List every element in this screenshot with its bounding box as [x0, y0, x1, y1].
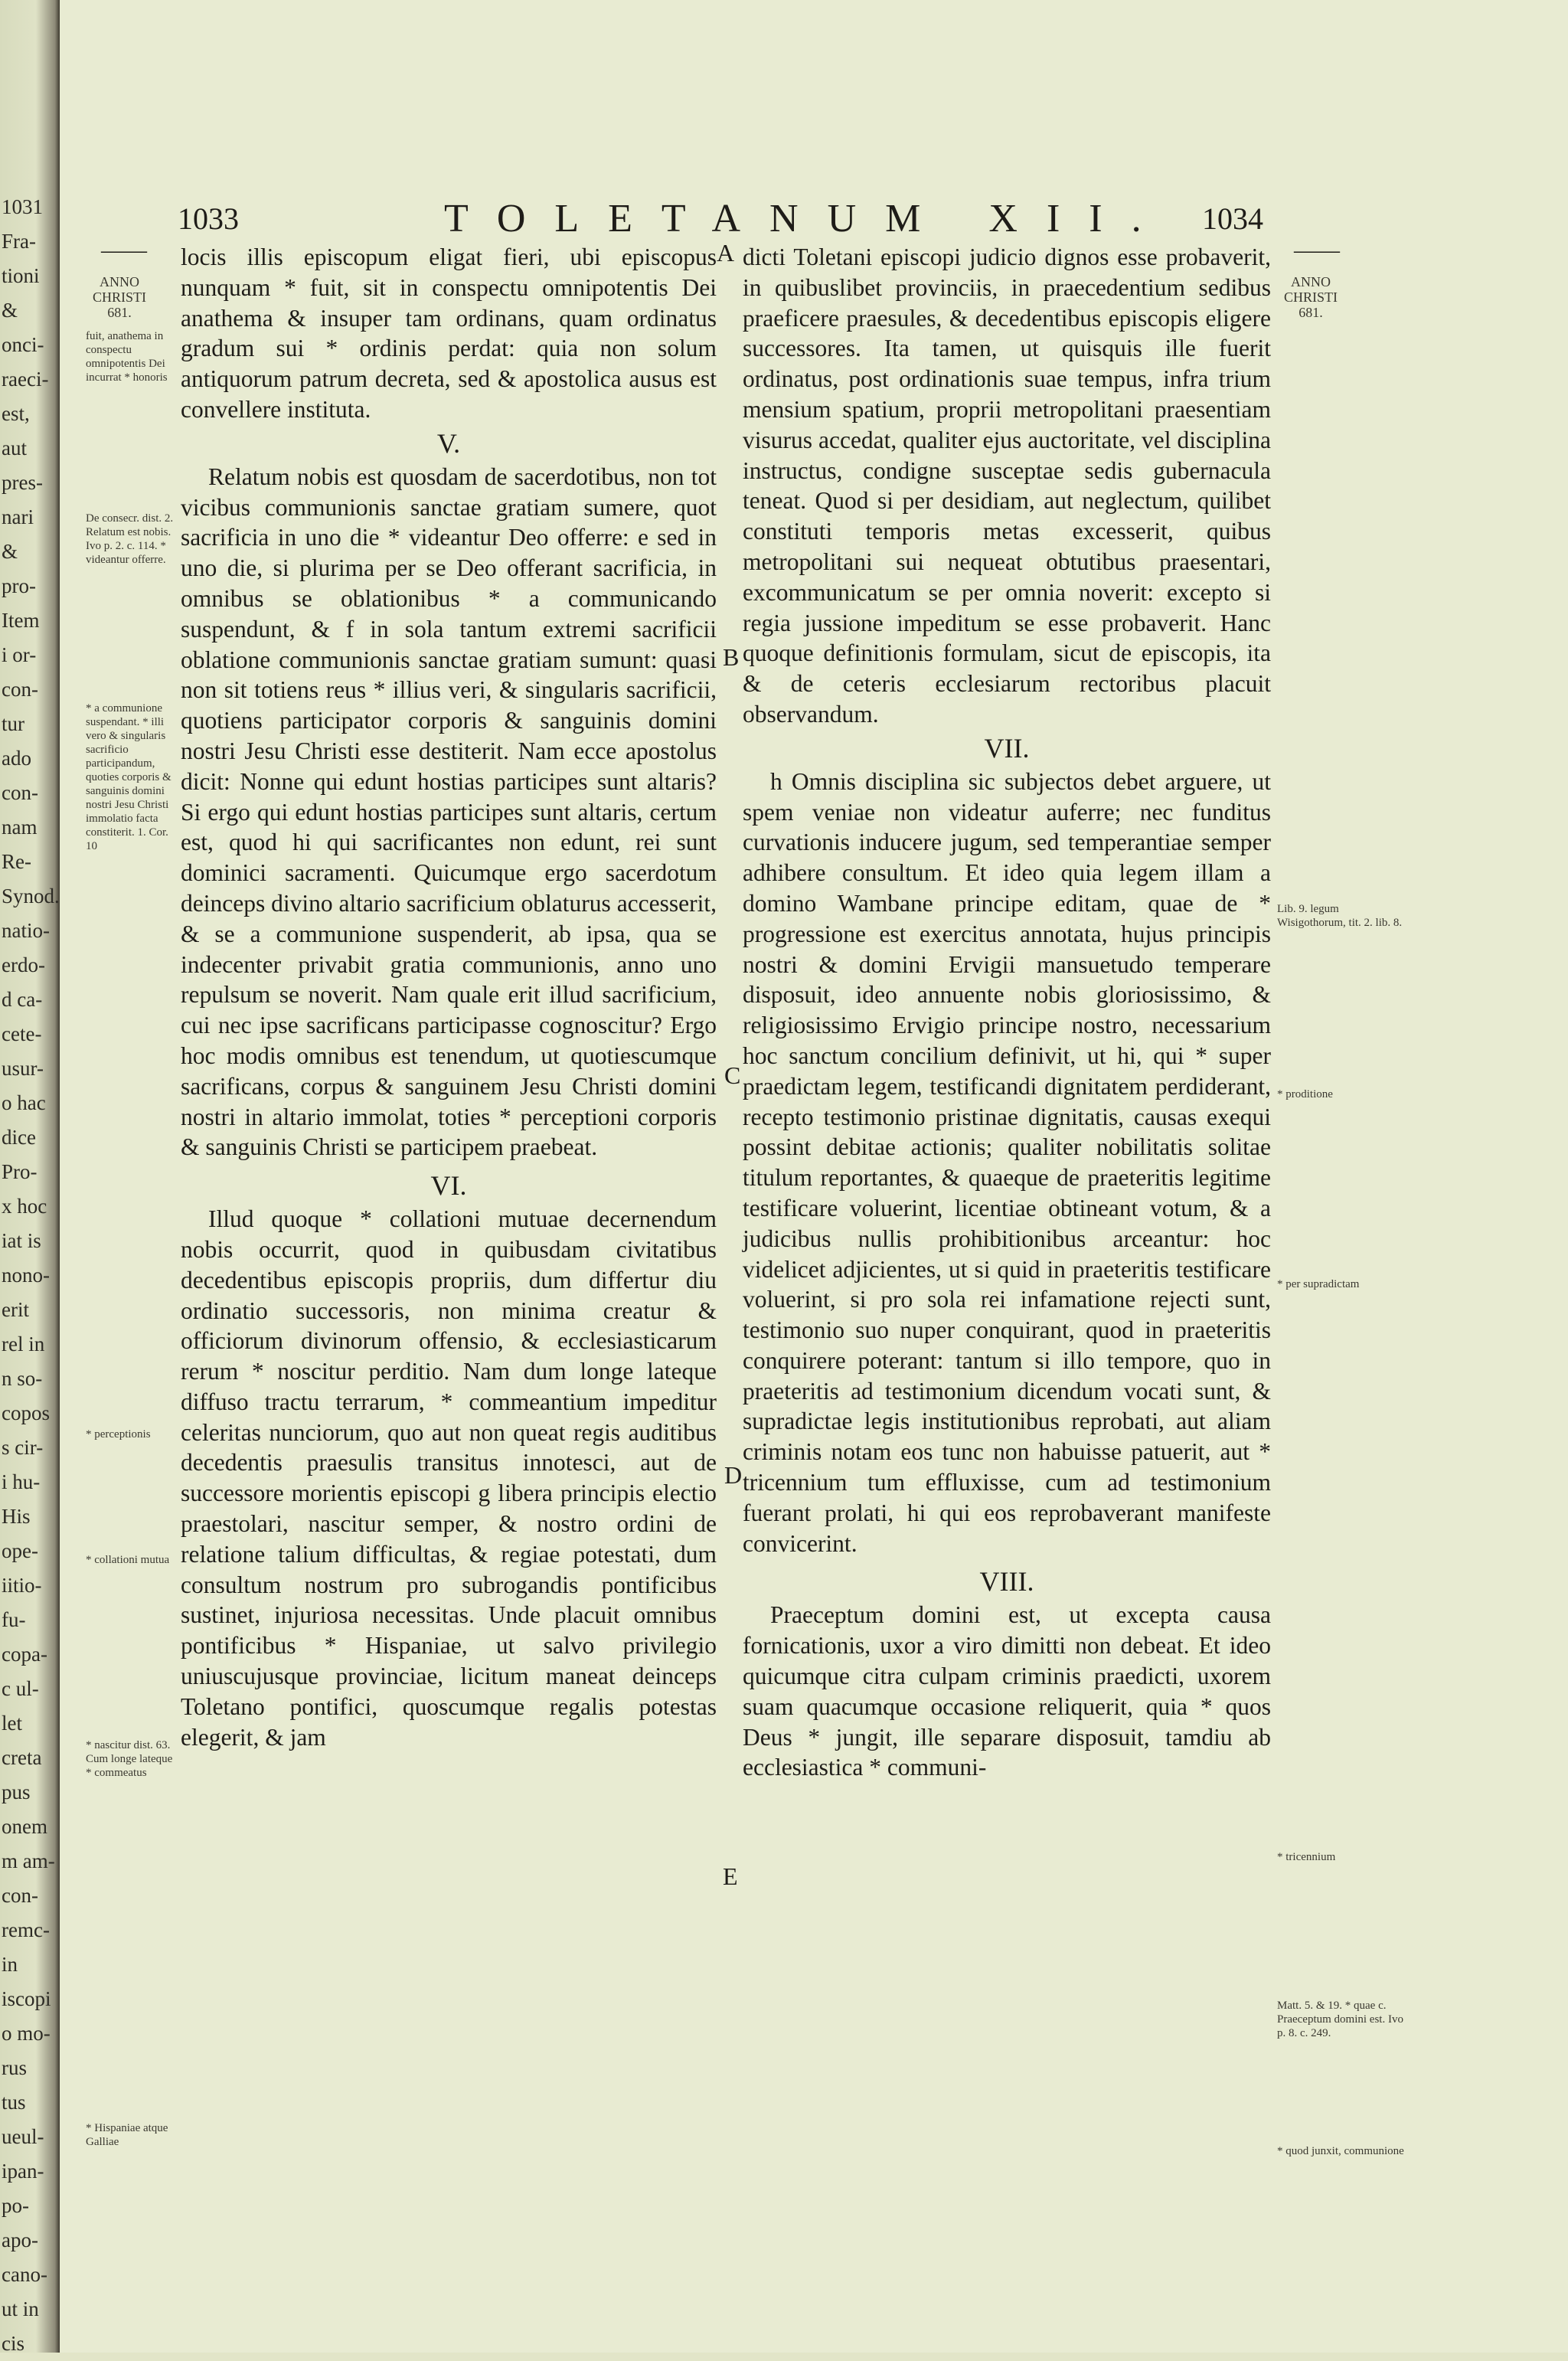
strip-fragment: onci- — [2, 333, 44, 356]
strip-fragment: n so- — [2, 1367, 43, 1390]
strip-fragment: ado — [2, 747, 31, 770]
section-letter-c: C — [724, 1061, 741, 1089]
section-heading-vi: VI. — [430, 1170, 467, 1202]
strip-fragment: Synod. — [2, 885, 60, 907]
anno-dash-right: —— — [1294, 237, 1340, 263]
strip-fragment: pro- — [2, 574, 36, 597]
strip-fragment: in — [2, 1953, 18, 1976]
section-letter-a: A — [717, 239, 735, 267]
strip-fragment: Pro- — [2, 1160, 38, 1183]
strip-fragment: con- — [2, 678, 38, 701]
strip-fragment: aut — [2, 437, 27, 459]
section-heading-vii: VII. — [984, 732, 1030, 764]
page-number-right: 1034 — [1202, 201, 1263, 236]
strip-fragment: ut in — [2, 2297, 39, 2320]
strip-fragment: c ul- — [2, 1677, 39, 1700]
margin-note: De consecr. dist. 2. Relatum est nobis. Ivo p. 2. c. 114. * videantur offerre. — [86, 512, 174, 566]
strip-fragment: s cir- — [2, 1436, 44, 1459]
paragraph: Illud quoque * collationi mutuae decernendum nobis occurrit, quod in quibusdam civitatibus decedentibus episcopis propriis, dum differtur diu ordinatio successoris, non minima creatur & officiorum divinorum offensio, & ecclesiasticarum rerum * noscitur perditio. Nam dum longe lateque diffuso tractu terrarum, * commeantium impeditur celeritas nunciorum, quo aut non queat regis auditibus decedentis praesulis transitus innotesci, aut de successore morientis episcopi g libera principis electio praestolari, nascitur semper, & nostro ordini de relatione talium difficultas, & regiae potestati, dum consultum nostrum pro subrogandis pontificibus sustinet, injuriosa necessitas. Unde placuit omnibus pontificibus * Hispaniae, ut salvo privilegio uniuscujusque provinciae, licitum maneat deinceps Toletano pontifici, quoscumque regalis potestas elegerit, & jam — [181, 1205, 717, 1751]
strip-fragment: nam — [2, 816, 38, 839]
left-column — [181, 242, 717, 1752]
section-heading-v: V. — [436, 427, 461, 459]
strip-fragment: ipan- — [2, 2160, 44, 2183]
strip-fragment: cete- — [2, 1022, 42, 1045]
section-letter-d: D — [724, 1461, 743, 1489]
strip-fragment: creta — [2, 1746, 42, 1769]
strip-fragment: cis — [2, 2332, 24, 2355]
margin-note: * perceptionis — [86, 1428, 151, 1440]
anno-christi-left: ANNO CHRISTI 681. — [92, 274, 146, 320]
margin-note: * proditione — [1277, 1088, 1333, 1100]
strip-fragment: i hu- — [2, 1470, 41, 1493]
strip-fragment: fu- — [2, 1608, 26, 1631]
margin-note: * a communione suspendant. * illi vero & singularis sacrificio participandum, quoties corporis & sanguinis domini nostri Jesu Christi immolatio facta constiterit. 1. Cor. 10 — [86, 702, 172, 852]
right-column — [743, 242, 1271, 1783]
strip-fragment: erit — [2, 1298, 29, 1321]
strip-fragment: est, — [2, 402, 30, 425]
margin-note: * per supradictam — [1277, 1278, 1360, 1290]
strip-fragment: Fra- — [2, 230, 36, 253]
strip-fragment: Item — [2, 609, 40, 632]
strip-fragment: ope- — [2, 1539, 38, 1562]
margin-note: * tricennium — [1277, 1851, 1336, 1863]
strip-fragment: pus — [2, 1781, 31, 1803]
strip-fragment: natio- — [2, 919, 50, 942]
strip-fragment: & — [2, 299, 18, 322]
strip-fragment: dice — [2, 1126, 36, 1149]
margin-note: * Hispaniae atque Galliae — [86, 2122, 168, 2148]
strip-fragment: d ca- — [2, 988, 43, 1011]
strip-fragment: con- — [2, 781, 38, 804]
strip-fragment: nari — [2, 505, 34, 528]
strip-fragment: His — [2, 1505, 31, 1528]
previous-page-strip — [2, 190, 60, 2355]
paragraph: Praeceptum domini est, ut excepta causa fornicationis, uxor a viro dimitti non debeat. Et ideo quicumque citra culpam criminis praedicti, uxorem suam quacumque occasione reliquerit, quia * quos Deus * jungit, ille separare disposuit, tamdiu ab ecclesiastica * communi- — [743, 1601, 1271, 1781]
anno-christi-right: ANNO CHRISTI 681. — [1283, 274, 1338, 320]
strip-fragment: o hac — [2, 1091, 46, 1114]
strip-fragment: ueul- — [2, 2125, 44, 2148]
strip-fragment: copa- — [2, 1643, 47, 1666]
strip-fragment: tus — [2, 2091, 26, 2114]
strip-fragment: con- — [2, 1884, 38, 1907]
strip-fragment: Re- — [2, 850, 31, 873]
strip-fragment: 1031 — [2, 195, 43, 218]
strip-fragment: po- — [2, 2194, 29, 2217]
paragraph: Relatum nobis est quosdam de sacerdotibus, non tot vicibus communionis sanctae gratiam sumere, quot sacrificia in uno die * videantur Deo offerre: e sed in uno die, si plurima per se Deo offerant sacrificia, in omnibus se oblationibus * a communicando suspendunt, & f in sola tantum extremi sacrificii oblatione communionis sanctae gratiam sumunt: quasi non sit totiens reus * illius veri, & singularis sacrificii, quotiens participator corporis & sanguinis domini nostri Jesu Christi esse destiterit. Nam ecce apostolus dicit: Nonne qui edunt hostias participes sunt altaris? Si ergo qui edunt hostias participes sunt altaris, certum est, quod hi qui sacrificantes non edunt, rei sunt dominici sacramenti. Quicumque ergo sacerdotum deinceps divino altario sacrificium oblaturus accesserit, & se a communione suspenderit, ab ipsa, qua se indecenter privabit gratia communionis, anno uno repulsum se noverit. Nam quale erit illud sacrificium, cui nec ipse sacrificans participasse cognoscitur? Ergo hoc modis omnibus est tenendum, ut quotiescumque sacrificans, corpus & sanguinem Jesu Christi domini nostri in altario immolat, toties * perceptioni corporis & sanguinis Christi se participem praebeat. — [181, 463, 717, 1161]
margin-note: Matt. 5. & 19. * quae c. Praeceptum domini est. Ivo p. 8. c. 249. — [1277, 2000, 1403, 2039]
strip-fragment: m am- — [2, 1849, 55, 1872]
strip-fragment: iscopi — [2, 1987, 51, 2010]
anno-dash-left: —— — [101, 237, 147, 263]
strip-fragment: erdo- — [2, 953, 45, 976]
paragraph: dicti Toletani episcopi judicio dignos esse probaverit, in quibuslibet provinciis, in praecedentium sedibus praeficere praesules, & decedentibus episcopis eligere successores. Ita tamen, ut quisquis ille fuerit ordinatus, post ordinationis suae tempus, infra trium mensium spatium, proprii metropolitani praesentiam visurus accedat, qualiter ejus auctoritate, vel disciplina instructus, condigne susceptae sedis gubernacula teneat. Quod si per desidiam, aut neglectum, quilibet constituti temporis metas excesserit, quibus metropolitani sui nequeat obtutibus praesentari, excommunicatum se per omnia noverit: excepto si regia jussione impeditum se esse probaverit. Hanc quoque definitionis formulam, sicut de episcopis, ita & de ceteris ecclesiarum rectoribus placuit observandum. — [743, 244, 1271, 728]
margin-note: Lib. 9. legum Wisigothorum, tit. 2. lib. 8. — [1277, 903, 1403, 929]
strip-fragment: onem — [2, 1815, 47, 1838]
section-heading-viii: VIII. — [979, 1566, 1034, 1597]
margin-note: * quod junxit, communione — [1277, 2145, 1404, 2157]
strip-fragment: i or- — [2, 643, 37, 666]
paragraph: h Omnis disciplina sic subjectos debet arguere, ut spem veniae non videatur auferre; nec funditus curvationis inducere jugum, sed temperantiae semper adhibere consultum. Et ideo quia legem illam a domino Wambane principe editam, quae de * progressione est exercitus annotata, hujus principis nostri & domini Ervigii mansuetudo temperare disposuit, ideo annuente nobis gloriosissimo, & religiosissimo Ervigio principe nostro, necessarium hoc sanctum concilium definivit, ut hi, qui * super praedictam legem, testificandi dignitatem perdiderant, recepto testimonio pristinae dignitatis, causas exequi possint debitae actionis; qualiter nobilitatis solitae titulum reportantes, & quaeque de praeteritis legitime testificare voluerint, licentiae obtineant votum, & a judicibus nullis prohibitionibus arceantur: hoc videlicet adjicientes, ut si quid in praeteritis testificare voluerint, si pro sola rei infamatione rejecti sunt, testimonio suo nuper conquirant, quod in praeteritis conquirere poterant: tantum si illo tempore, quo in praeteritis ad testimonium dicendum vocati sunt, & supradictae legis institutionibus reprobati, aut aliam criminis notam eos tunc non habuisse patuerit, aut * tricennium tum effluxisse, cum ad testimonium fuerant prolati, hi qui eos reprobaverant manifeste convicerint. — [743, 767, 1271, 1557]
margin-note: * collationi mutua — [86, 1554, 170, 1566]
section-letter-b: B — [723, 643, 740, 671]
running-title: TOLETANUM XII. — [444, 197, 1171, 240]
strip-fragment: rel in — [2, 1333, 45, 1355]
strip-fragment: rus — [2, 2056, 27, 2079]
strip-fragment: copos — [2, 1401, 50, 1424]
strip-fragment: x hoc — [2, 1195, 47, 1218]
strip-fragment: iat is — [2, 1229, 41, 1252]
paragraph: locis illis episcopum eligat fieri, ubi episcopus nunquam * fuit, sit in conspectu omnipotentis Dei anathema & insuper tam ordinans, quam ordinatus gradum sui * ordinis perdat: quia non solum antiquorum patrum decreta, sed & apostolica ausus est convellere instituta. — [181, 244, 717, 423]
page-number-left: 1033 — [178, 201, 239, 236]
strip-fragment: let — [2, 1712, 22, 1735]
strip-fragment: raeci- — [2, 368, 49, 391]
strip-fragment: apo- — [2, 2229, 38, 2251]
strip-fragment: usur- — [2, 1057, 44, 1080]
margin-note: fuit, anathema in conspectu omnipotentis Dei incurrat * honoris — [86, 330, 168, 384]
strip-fragment: nono- — [2, 1264, 50, 1287]
strip-fragment: o mo- — [2, 2022, 51, 2045]
strip-fragment: cano- — [2, 2263, 47, 2286]
section-letter-e: E — [723, 1862, 738, 1890]
strip-fragment: tioni — [2, 264, 40, 287]
margin-note: * nascitur dist. 63. Cum longe lateque * commeatus — [86, 1739, 173, 1779]
strip-fragment: tur — [2, 712, 24, 735]
strip-fragment: pres- — [2, 471, 43, 494]
strip-fragment: iitio- — [2, 1574, 42, 1597]
strip-fragment: remc- — [2, 1918, 50, 1941]
strip-fragment: & — [2, 540, 18, 563]
